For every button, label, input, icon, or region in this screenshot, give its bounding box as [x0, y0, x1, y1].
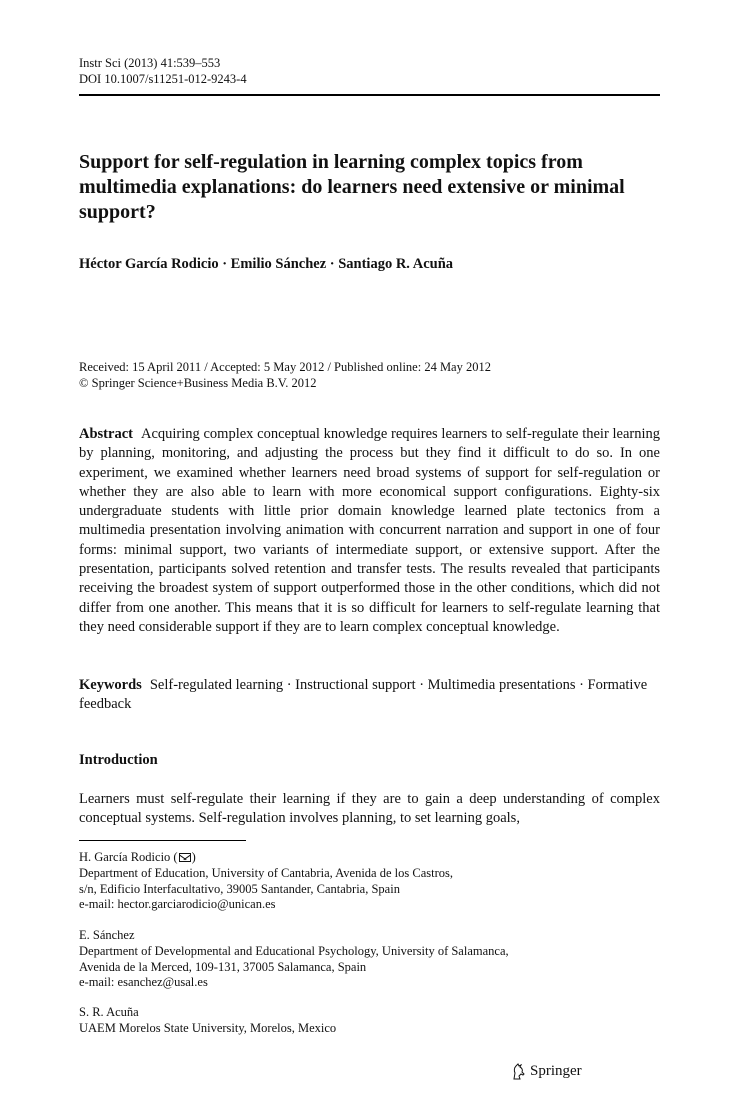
affiliation-line: Department of Developmental and Educational Psychology, University of Salamanca,: [79, 943, 509, 958]
abstract-label: Abstract: [79, 426, 133, 442]
keywords: [79, 676, 660, 715]
copyright: © Springer Science+Business Media B.V. 2012: [79, 376, 317, 390]
abstract: [79, 425, 660, 637]
author-list: Héctor García Rodicio · Emilio Sánchez · Santiago R. Acuña: [79, 256, 454, 272]
paper-title: Support for self-regulation in learning complex topics from multimedia explanations: do learners need extensive or minimal support?: [79, 151, 625, 223]
springer-horse-icon: [511, 1062, 527, 1080]
affiliation-line: s/n, Edificio Interfacultativo, 39005 Santander, Cantabria, Spain: [79, 881, 400, 896]
keywords-text: Self-regulated learning · Instructional support · Multimedia presentations · Formative feedback: [79, 677, 648, 713]
affiliation-email: e-mail: hector.garciarodicio@unican.es: [79, 897, 276, 912]
keywords-label: Keywords: [79, 677, 142, 693]
affiliation-email: e-mail: esanchez@usal.es: [79, 975, 208, 990]
history-dates: Received: 15 April 2011 / Accepted: 5 May 2012 / Published online: 24 May 2012: [79, 360, 491, 374]
publisher-logo: [511, 1062, 582, 1080]
journal-citation: Instr Sci (2013) 41:539–553: [79, 56, 221, 70]
header-rule: [79, 94, 660, 96]
section-heading-introduction: Introduction: [79, 752, 158, 768]
journal-header: [79, 55, 247, 87]
affiliation-line: Department of Education, University of Cantabria, Avenida de los Castros,: [79, 865, 453, 880]
publisher-name: Springer: [530, 1062, 582, 1079]
affiliation-name: H. García Rodicio ( ): [79, 850, 196, 864]
affiliation-line: Avenida de la Merced, 109-131, 37005 Salamanca, Spain: [79, 959, 367, 974]
affiliation-3: [79, 1005, 336, 1037]
affiliation-name: E. Sánchez: [79, 928, 135, 942]
envelope-icon: [179, 853, 191, 862]
introduction-text: Learners must self-regulate their learning if they are to gain a deep understanding of complex conceptual systems. Self-regulation involves planning, to set learning goals,: [79, 791, 660, 827]
footnote-rule: [79, 840, 246, 841]
abstract-text: Acquiring complex conceptual knowledge requires learners to self-regulate their learning by planning, monitoring, and adjusting the process but they find it difficult to do so. In one experiment, we examined whether learners need broad systems of support for self-regulation or whether they are also able to learn with more economical support configurations. Eighty-six undergraduate students with little prior domain knowledge learned plate tectonics from a multimedia presentation involving animation with concurrent narration and support in one of four forms: minimal support, two variants of intermediate support, or extensive support. After the presentation, participants solved retention and transfer tests. The results revealed that participants receiving the broadest system of support outperformed those in the other conditions, which did not differ from one another. This means that it is so difficult for learners to self-regulate learning that they need considerable support if they are to learn complex conceptual knowledge.: [79, 426, 660, 635]
affiliation-1: [79, 850, 453, 913]
affiliation-line: UAEM Morelos State University, Morelos, Mexico: [79, 1020, 337, 1035]
doi: DOI 10.1007/s11251-012-9243-4: [79, 72, 247, 86]
affiliation-name: S. R. Acuña: [79, 1005, 139, 1019]
affiliation-2: [79, 928, 509, 991]
publication-history: [79, 359, 491, 391]
